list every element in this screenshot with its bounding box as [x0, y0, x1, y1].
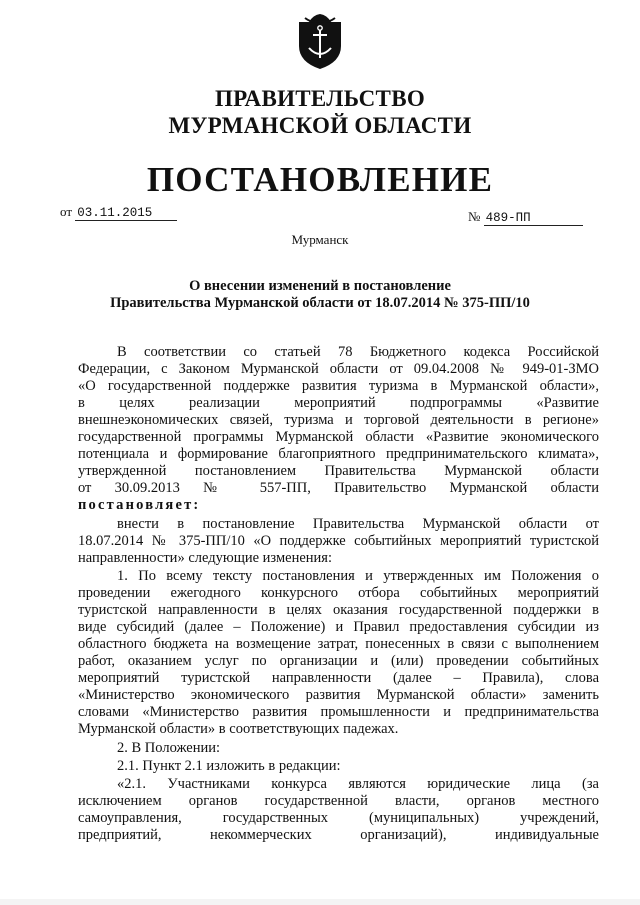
- number-field: 489-ПП: [484, 211, 583, 226]
- body-line: В соответствии со статьей 78 Бюджетного кодекса Российской: [117, 344, 599, 360]
- date-prefix: от: [60, 204, 73, 219]
- document-date: [60, 204, 177, 221]
- government-name-line2: МУРМАНСКОЙ ОБЛАСТИ: [168, 113, 472, 138]
- decree-keyword: постановляет:: [78, 497, 201, 513]
- date-field: 03.11.2015: [75, 206, 177, 221]
- body-line: исключением органов государственной власти, органов местного: [78, 793, 599, 809]
- body-line: в целях реализации мероприятий подпрограммы «Развитие: [78, 395, 599, 411]
- scan-edge: [0, 899, 640, 905]
- body-line: внести в постановление Правительства Мурманской области от: [117, 516, 599, 532]
- subject-line: О внесении изменений в постановление: [189, 278, 451, 294]
- document-number: [468, 209, 583, 226]
- body-line: потенциала и формирование благоприятного предпринимательского климата»,: [78, 446, 599, 462]
- coat-of-arms-icon: [297, 12, 343, 70]
- city-name: Мурманск: [291, 232, 349, 247]
- number-prefix: №: [468, 209, 481, 224]
- body-line: «Министерство экономического развития Мурманской области» заменить: [78, 687, 599, 703]
- body-line: 2.1. Пункт 2.1 изложить в редакции:: [117, 758, 341, 774]
- body-line: «2.1. Участниками конкурса являются юридические лица (за: [117, 776, 599, 792]
- body-line: государственной программы Мурманской области «Развитие экономического: [78, 429, 599, 445]
- body-line: туристской направленности в целях оказания государственной поддержки в: [78, 602, 599, 618]
- body-line: проведении ежегодного конкурсного отбора событийных мероприятий: [78, 585, 599, 601]
- body-line: утвержденной постановлением Правительства Мурманской области: [78, 463, 599, 479]
- body-line: 2. В Положении:: [117, 740, 221, 756]
- body-line: работ, оказанием услуг по организации и (или) проведении событийных: [78, 653, 599, 669]
- body-line: от 30.09.2013 № 557-ПП, Правительство Мурманской области: [78, 480, 599, 496]
- document-type-title: ПОСТАНОВЛЕНИЕ: [146, 160, 494, 199]
- body-line: 1. По всему тексту постановления и утвержденных им Положения о: [117, 568, 599, 584]
- body-line: 18.07.2014 № 375-ПП/10 «О поддержке событийных мероприятий туристской: [78, 533, 599, 549]
- document-subject: [0, 278, 640, 312]
- subject-line: Правительства Мурманской области от 18.07.2014 № 375-ПП/10: [110, 295, 530, 311]
- body-line: внешнеэкономических связей, туризма и торговой деятельности в регионе»: [78, 412, 599, 428]
- government-name-line1: ПРАВИТЕЛЬСТВО: [214, 86, 426, 111]
- body-line: «О государственной поддержке развития туризма в Мурманской области»,: [78, 378, 599, 394]
- body-line: направленности» следующие изменения:: [78, 550, 332, 566]
- body-line: виде субсидий (далее – Положение) и Правил предоставления субсидии из: [78, 619, 599, 635]
- body-line: самоуправления, государственных (муниципальных) учреждений,: [78, 810, 599, 826]
- body-line: словами «Министерство развития промышленности и предпринимательства: [78, 704, 599, 720]
- body-line: Федерации, с Законом Мурманской области от 09.04.2008 № 949-01-ЗМО: [78, 361, 599, 377]
- body-line: Мурманской области» в соответствующих падежах.: [78, 721, 399, 737]
- body-line: мероприятий туристской направленности (далее – Правила), слова: [78, 670, 599, 686]
- body-line: предприятий, некоммерческих организаций), индивидуальные: [78, 827, 599, 843]
- body-line: областного бюджета на возмещение затрат, понесенных в связи с выполнением: [78, 636, 599, 652]
